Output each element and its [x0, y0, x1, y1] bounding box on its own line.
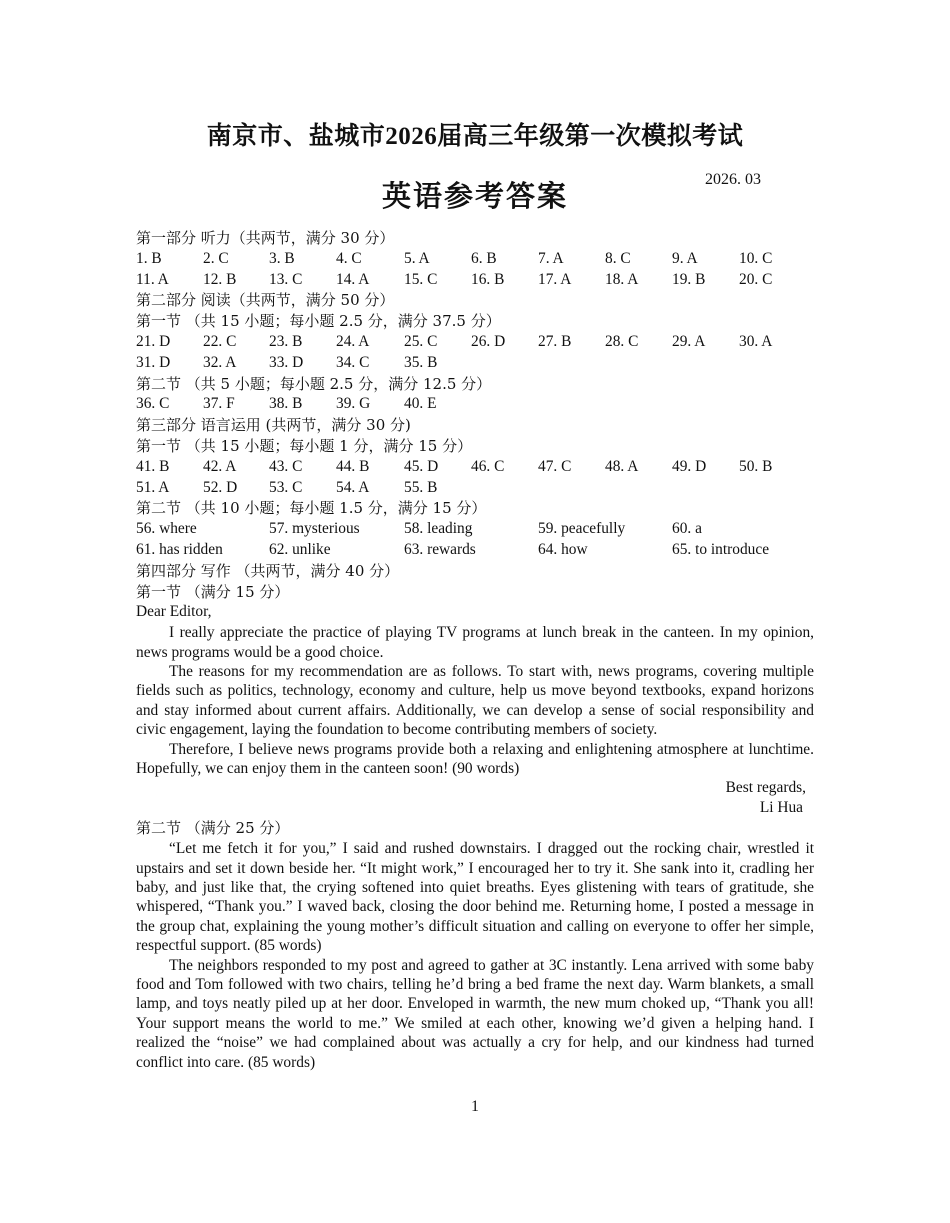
answer-cell: 13. C: [269, 270, 303, 288]
answer-cell: 45. D: [404, 457, 439, 475]
answer-cell: 6. B: [471, 249, 497, 267]
page-number: 1: [471, 1098, 479, 1115]
answer-cell: 28. C: [605, 332, 639, 350]
answer-cell: 9. A: [672, 249, 698, 267]
answer-cell: 25. C: [404, 332, 438, 350]
answer-cell: 8. C: [605, 249, 631, 267]
answer-cell: 58. leading: [404, 520, 473, 538]
answer-cell: 42. A: [203, 457, 237, 475]
answer-row: [136, 394, 814, 415]
answer-cell: 27. B: [538, 332, 572, 350]
answer-cell: 44. B: [336, 457, 370, 475]
answer-cell: 60. a: [672, 520, 702, 538]
exam-date: 2026. 03: [705, 171, 761, 188]
answer-cell: 30. A: [739, 332, 773, 350]
answer-cell: 1. B: [136, 249, 162, 267]
answer-cell: 39. G: [336, 395, 371, 413]
answer-cell: 26. D: [471, 332, 506, 350]
answer-cell: 49. D: [672, 457, 707, 475]
answer-cell: 51. A: [136, 478, 170, 496]
letter-signature: Li Hua: [759, 799, 803, 817]
answer-cell: 36. C: [136, 395, 170, 413]
answer-cell: 12. B: [203, 270, 237, 288]
answer-cell: 17. A: [538, 270, 572, 288]
answer-cell: 24. A: [336, 332, 370, 350]
answer-cell: 64. how: [538, 540, 588, 558]
answer-cell: 22. C: [203, 332, 237, 350]
answer-cell: 16. B: [471, 270, 505, 288]
answer-cell: 63. rewards: [404, 540, 476, 558]
part4-section2-heading: 第二节 （满分 25 分）: [136, 819, 290, 838]
letter-salutation: Dear Editor,: [136, 603, 212, 621]
answer-cell: 29. A: [672, 332, 706, 350]
answer-cell: 46. C: [471, 457, 505, 475]
answer-cell: 10. C: [739, 249, 773, 267]
answer-cell: 52. D: [203, 478, 238, 496]
answer-cell: 62. unlike: [269, 540, 331, 558]
answer-cell: 20. C: [739, 270, 773, 288]
answer-cell: 21. D: [136, 332, 171, 350]
answer-row: [136, 249, 814, 270]
answer-row: [136, 540, 814, 561]
answer-cell: 57. mysterious: [269, 520, 360, 538]
answer-cell: 43. C: [269, 457, 303, 475]
answer-row: [136, 457, 814, 478]
story-paragraph: The neighbors responded to my post and agreed to gather at 3C instantly. Lena arrived with some baby food and Tom followed with two chairs, telling he’d bring a bed frame the next day. Warm blankets, a small lamp, and toys neatly piled up at her door. Enveloped in warmth, the new mum choked up, “Thank you all! Your support means the world to me.” We smiled at each other, knowing we’d given a helping hand. I realized the “noise” we had complained about was actually a cry for help, and our kindness had turned conflict into care. (85 words): [136, 956, 814, 1071]
answer-cell: 47. C: [538, 457, 572, 475]
answer-cell: 23. B: [269, 332, 303, 350]
letter-paragraph: The reasons for my recommendation are as follows. To start with, news programs, covering multiple fields such as politics, technology, economy and culture, help us move beyond textbooks, expand horizons and stay informed about current affairs. Additionally, we can develop a sense of social responsibility and civic engagement, laying the foundation to become contributing members of society.: [136, 662, 814, 739]
part3-section1-heading: 第一节 （共 15 小题；每小题 1 分，满分 15 分）: [136, 436, 473, 455]
answer-cell: 2. C: [203, 249, 229, 267]
part2-section1-heading: 第一节 （共 15 小题；每小题 2.5 分，满分 37.5 分）: [136, 312, 501, 331]
answer-row: [136, 519, 814, 540]
answer-cell: 11. A: [136, 270, 169, 288]
answer-cell: 31. D: [136, 353, 171, 371]
answer-cell: 53. C: [269, 478, 303, 496]
answer-cell: 33. D: [269, 353, 304, 371]
answer-cell: 14. A: [336, 270, 370, 288]
part2-heading: 第二部分 阅读（共两节，满分 50 分）: [136, 291, 395, 310]
letter-paragraph: Therefore, I believe news programs provide both a relaxing and enlightening atmosphere at lunchtime. Hopefully, we can enjoy them in the canteen soon! (90 words): [136, 740, 814, 777]
answer-cell: 40. E: [404, 395, 437, 413]
answer-cell: 48. A: [605, 457, 639, 475]
answer-cell: 4. C: [336, 249, 362, 267]
answer-cell: 35. B: [404, 353, 438, 371]
part4-section1-heading: 第一节 （满分 15 分）: [136, 582, 290, 601]
answer-row: [136, 332, 814, 353]
answer-cell: 37. F: [203, 395, 235, 413]
answer-cell: 56. where: [136, 520, 197, 538]
answer-cell: 15. C: [404, 270, 438, 288]
answer-cell: 32. A: [203, 353, 237, 371]
answer-row: [136, 270, 814, 291]
part1-heading: 第一部分 听力（共两节，满分 30 分）: [136, 229, 395, 247]
part3-section2-heading: 第二节 （共 10 小题；每小题 1.5 分，满分 15 分）: [136, 499, 487, 518]
answer-cell: 7. A: [538, 249, 564, 267]
answer-cell: 65. to introduce: [672, 540, 770, 558]
answer-cell: 5. A: [404, 249, 430, 267]
answer-cell: 59. peacefully: [538, 520, 626, 538]
answer-cell: 38. B: [269, 395, 303, 413]
answer-content: [136, 228, 814, 1072]
story-paragraph: “Let me fetch it for you,” I said and rushed downstairs. I dragged out the rocking chair, wrestled it upstairs and set it down beside her. “It might work,” I encouraged her to try it. She sank into it, cradling her baby, and just like that, the crying softened into quiet breaths. Eyes glistening with tears of gratitude, she whispered, “Thank you.” I waved back, closing the door behind me. Returning home, I posted a message in the group chat, explaining the young mother’s difficult situation and calling on everyone to offer her simple, respectful support. (85 words): [136, 840, 814, 955]
answer-cell: 34. C: [336, 353, 370, 371]
answer-cell: 61. has ridden: [136, 540, 223, 558]
letter-closing: Best regards,: [725, 779, 806, 797]
answer-cell: 55. B: [404, 478, 438, 496]
part4-heading: 第四部分 写作 （共两节，满分 40 分）: [136, 561, 400, 580]
answer-cell: 50. B: [739, 457, 773, 475]
answer-cell: 3. B: [269, 249, 295, 267]
answer-cell: 18. A: [605, 270, 639, 288]
exam-title: 南京市、盐城市2026届高三年级第一次模拟考试: [206, 123, 744, 150]
answer-cell: 41. B: [136, 457, 170, 475]
answer-key-subtitle: 英语参考答案: [381, 181, 568, 213]
answer-row: [136, 353, 814, 374]
answer-cell: 54. A: [336, 478, 370, 496]
part3-heading: 第三部分 语言运用 (共两节，满分 30 分): [136, 416, 411, 435]
letter-paragraph: I really appreciate the practice of playing TV programs at lunch break in the canteen. In my opinion, news programs would be a good choice.: [136, 624, 814, 661]
answer-cell: 19. B: [672, 270, 706, 288]
part2-section2-heading: 第二节 （共 5 小题；每小题 2.5 分，满分 12.5 分）: [136, 374, 492, 393]
answer-row: [136, 478, 814, 499]
